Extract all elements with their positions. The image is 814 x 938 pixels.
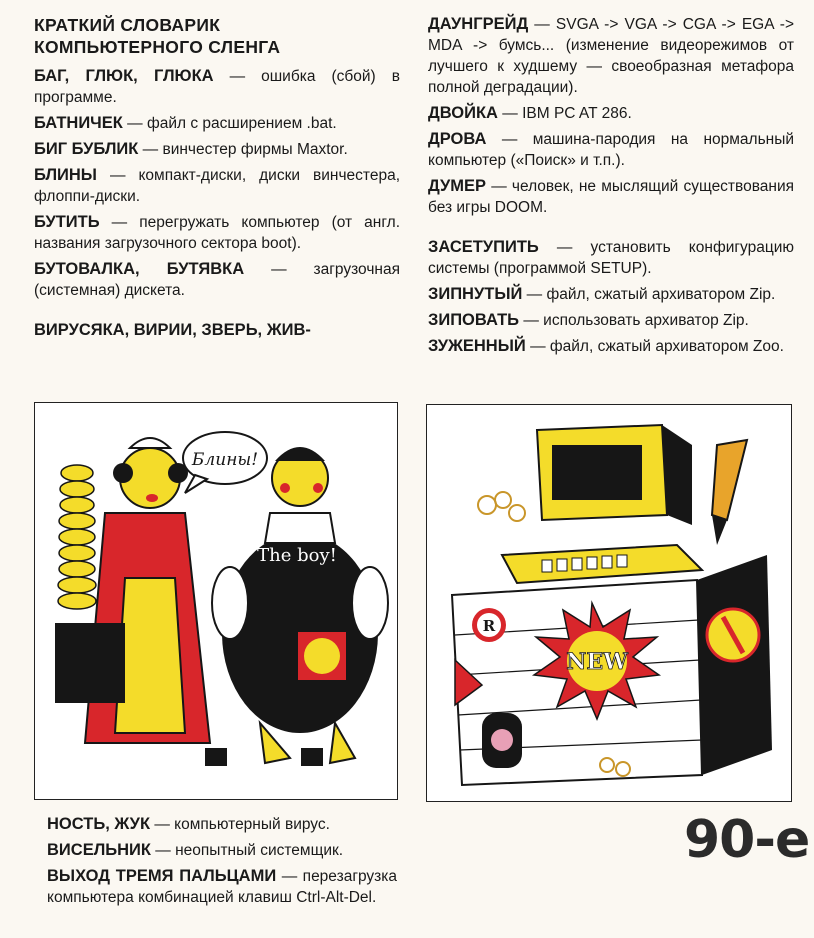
entry-term: БУТОВАЛКА, БУТЯВКА xyxy=(34,260,245,278)
entry-dash: — xyxy=(271,261,287,278)
entry-dash: — xyxy=(142,141,159,158)
entry-definition: перегружать компьютер (от англ. названия загрузочного сектора boot). xyxy=(34,214,401,252)
entry-dash: — xyxy=(556,239,573,256)
entry-term: БАГ, ГЛЮК, ГЛЮКА xyxy=(34,67,214,85)
cartoon-computer-crate xyxy=(427,405,791,801)
entry-term: ВИРУСЯКА, ВИРИИ, ЗВЕРЬ, ЖИВ- xyxy=(34,321,311,339)
bottom-column-entries xyxy=(47,814,397,908)
entry-term: ЗАСЕТУПИТЬ xyxy=(428,238,539,256)
entry-dash: — xyxy=(523,312,539,329)
entry-dash: — xyxy=(530,338,546,355)
entry-term: БИГ БУБЛИК xyxy=(34,140,139,158)
entry-dash: — xyxy=(111,214,128,231)
heading-line-2: КОМПЬЮТЕРНОГО СЛЕНГА xyxy=(34,37,281,57)
entry-definition: файл, сжатый архиватором Zoo. xyxy=(549,338,784,355)
entry-dash: — xyxy=(501,131,518,148)
dictionary-entry xyxy=(428,103,794,124)
era-badge: 90-е xyxy=(684,810,810,870)
entry-term: ДРОВА xyxy=(428,130,487,148)
entry-term: БУТИТЬ xyxy=(34,213,100,231)
entry-term: БЛИНЫ xyxy=(34,166,97,184)
entry-term: НОСТЬ, ЖУК xyxy=(47,815,151,833)
cartoon-pancakes xyxy=(35,403,397,799)
entry-dash: — xyxy=(127,115,143,132)
entry-term: ДВОЙКА xyxy=(428,104,498,122)
entry-dash: — xyxy=(155,842,171,859)
dictionary-heading xyxy=(34,14,400,346)
dictionary-entry xyxy=(34,212,400,254)
entry-definition: неопытный системщик. xyxy=(175,842,344,859)
starburst-text: NEW xyxy=(566,649,628,675)
heading-title xyxy=(34,14,400,58)
entry-dash: — xyxy=(281,868,298,885)
entry-definition: файл, сжатый архиватором Zip. xyxy=(546,286,776,303)
illustration-left xyxy=(34,402,398,800)
illustration-right xyxy=(426,404,792,802)
dictionary-entry xyxy=(428,176,794,218)
entry-definition: использовать архиватор Zip. xyxy=(543,312,749,329)
entry-dash: — xyxy=(526,286,543,303)
entry-dash: — xyxy=(491,178,507,195)
dictionary-entry xyxy=(34,139,400,160)
entry-term: БАТНИЧЕК xyxy=(34,114,123,132)
entry-definition: SVGA -> VGA -> CGA -> EGA -> MDA -> бумсь... (изменение видеорежимов от лучшего к худшему — своеобразная метафора полной деградации). xyxy=(428,16,795,96)
entry-term: ВЫХОД ТРЕМЯ ПАЛЬЦАМИ xyxy=(47,867,277,885)
dictionary-entry xyxy=(47,866,397,908)
entry-definition: ошибка (сбой) в программе. xyxy=(34,68,400,106)
right-column xyxy=(428,14,794,362)
right-column-entries xyxy=(428,14,794,357)
entry-dash: — xyxy=(534,16,550,33)
entry-definition: файл с расширением .bat. xyxy=(146,115,337,132)
dictionary-entry xyxy=(428,129,794,171)
entry-term: ДУМЕР xyxy=(428,177,486,195)
entry-dash: — xyxy=(502,105,518,122)
r-badge-letter: R xyxy=(482,617,496,635)
dictionary-entry xyxy=(428,237,794,279)
entry-definition: машина-пародия на нормальный компьютер («Поиск» и т.п.). xyxy=(428,131,795,169)
entry-definition: загрузочная (системная) дискета. xyxy=(34,261,400,299)
heading-line-1: КРАТКИЙ СЛОВАРИК xyxy=(34,15,221,35)
dictionary-entry xyxy=(428,310,794,331)
dictionary-entry xyxy=(428,14,794,98)
dictionary-entry xyxy=(47,814,397,835)
entry-dash: — xyxy=(154,816,170,833)
speech-bubble-text: Блины! xyxy=(191,450,259,470)
dictionary-entry xyxy=(47,840,397,861)
dictionary-entry xyxy=(428,336,794,357)
entry-term: ЗИПОВАТЬ xyxy=(428,311,520,329)
entry-dash: — xyxy=(229,68,246,85)
entry-definition: человек, не мыслящий существования без игры DOOM. xyxy=(428,178,795,216)
left-column-entries xyxy=(34,66,400,341)
entry-dash: — xyxy=(109,167,126,184)
entry-term: ЗУЖЕННЫЙ xyxy=(428,337,526,355)
entry-term: ЗИПНУТЫЙ xyxy=(428,285,523,303)
shirt-text: The boy! xyxy=(257,545,337,566)
entry-definition: IBM PC AT 286. xyxy=(522,105,632,122)
dictionary-entry xyxy=(34,320,400,341)
entry-definition: компьютерный вирус. xyxy=(174,816,330,833)
entry-spacer xyxy=(34,306,400,320)
entry-spacer xyxy=(428,223,794,237)
entry-term: ВИСЕЛЬНИК xyxy=(47,841,151,859)
dictionary-entry xyxy=(428,284,794,305)
dictionary-entry xyxy=(34,259,400,301)
dictionary-entry xyxy=(34,66,400,108)
dictionary-entry xyxy=(34,113,400,134)
entry-term: ДАУНГРЕЙД xyxy=(428,15,529,33)
entry-definition: компакт-диски, диски винчестера, флоппи-диски. xyxy=(34,167,400,205)
bottom-column xyxy=(47,814,397,913)
entry-definition: установить конфигурацию системы (программой SETUP). xyxy=(428,239,794,277)
entry-definition: винчестер фирмы Maxtor. xyxy=(162,141,348,158)
entry-definition: перезагрузка компьютера комбинацией клавиш Ctrl-Alt-Del. xyxy=(47,868,398,906)
dictionary-entry xyxy=(34,165,400,207)
